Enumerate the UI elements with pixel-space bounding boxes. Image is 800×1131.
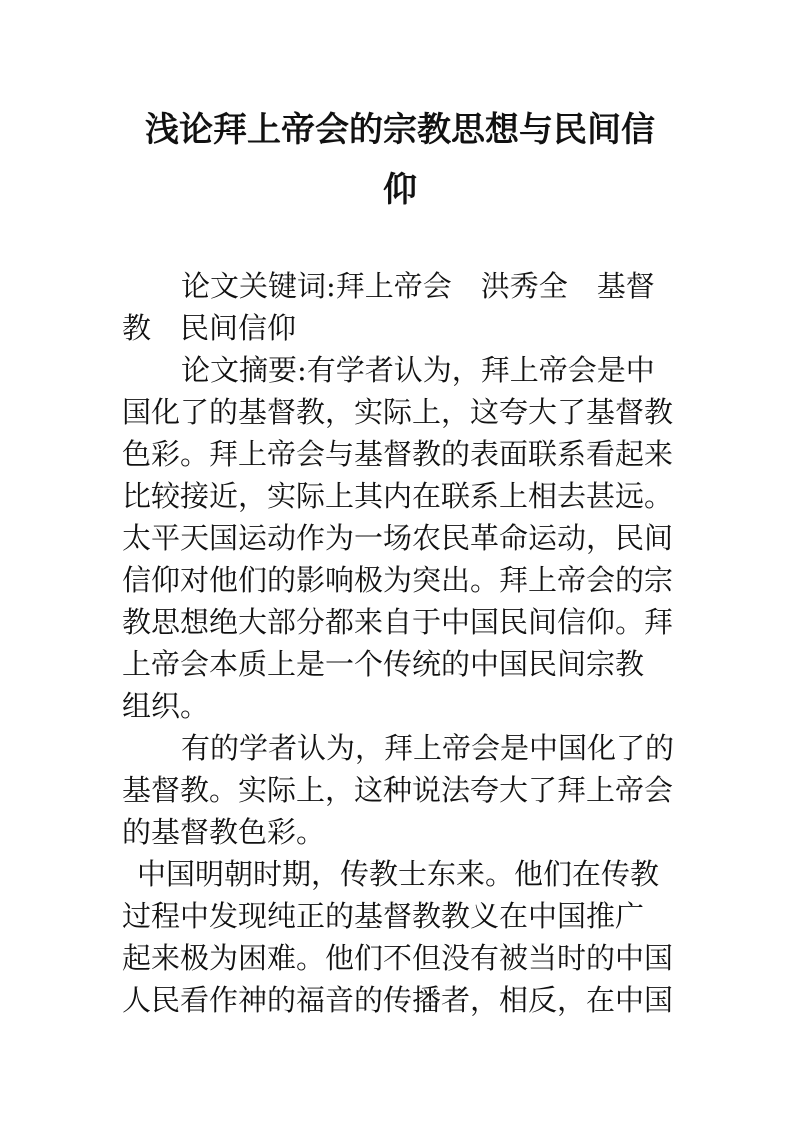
keywords-line: 论文关键词:拜上帝会 洪秀全 基督 [181,269,655,303]
paragraph-line: 人民看作神的福音的传播者，相反，在中国 [122,983,674,1017]
abstract-line: 论文摘要:有学者认为，拜上帝会是中 [181,353,655,387]
abstract-line: 教思想绝大部分都来自于中国民间信仰。拜 [122,605,674,639]
abstract-line: 国化了的基督教，实际上，这夸大了基督教 [122,395,674,429]
paragraph-line: 有的学者认为，拜上帝会是中国化了的 [181,731,675,765]
paragraph-line: 基督教。实际上，这种说法夸大了拜上帝会 [122,773,674,807]
abstract-line: 上帝会本质上是一个传统的中国民间宗教 [122,647,645,681]
abstract-line: 比较接近，实际上其内在联系上相去甚远。 [122,479,674,513]
paragraph-line: 中国明朝时期，传教士东来。他们在传教 [137,857,660,891]
document-title-continued: 仰 [383,170,417,210]
paragraph-line: 起来极为困难。他们不但没有被当时的中国 [122,941,674,975]
keywords-line-continued: 教 民间信仰 [122,311,297,345]
abstract-line: 组织。 [122,689,210,723]
paragraph-line: 过程中发现纯正的基督教教义在中国推广 [122,899,645,933]
abstract-line: 信仰对他们的影响极为突出。拜上帝会的宗 [122,563,674,597]
abstract-line: 色彩。拜上帝会与基督教的表面联系看起来 [122,437,674,471]
paragraph-line: 的基督教色彩。 [122,815,326,849]
abstract-line: 太平天国运动作为一场农民革命运动，民间 [122,521,674,555]
document-title: 浅论拜上帝会的宗教思想与民间信 [145,110,655,150]
